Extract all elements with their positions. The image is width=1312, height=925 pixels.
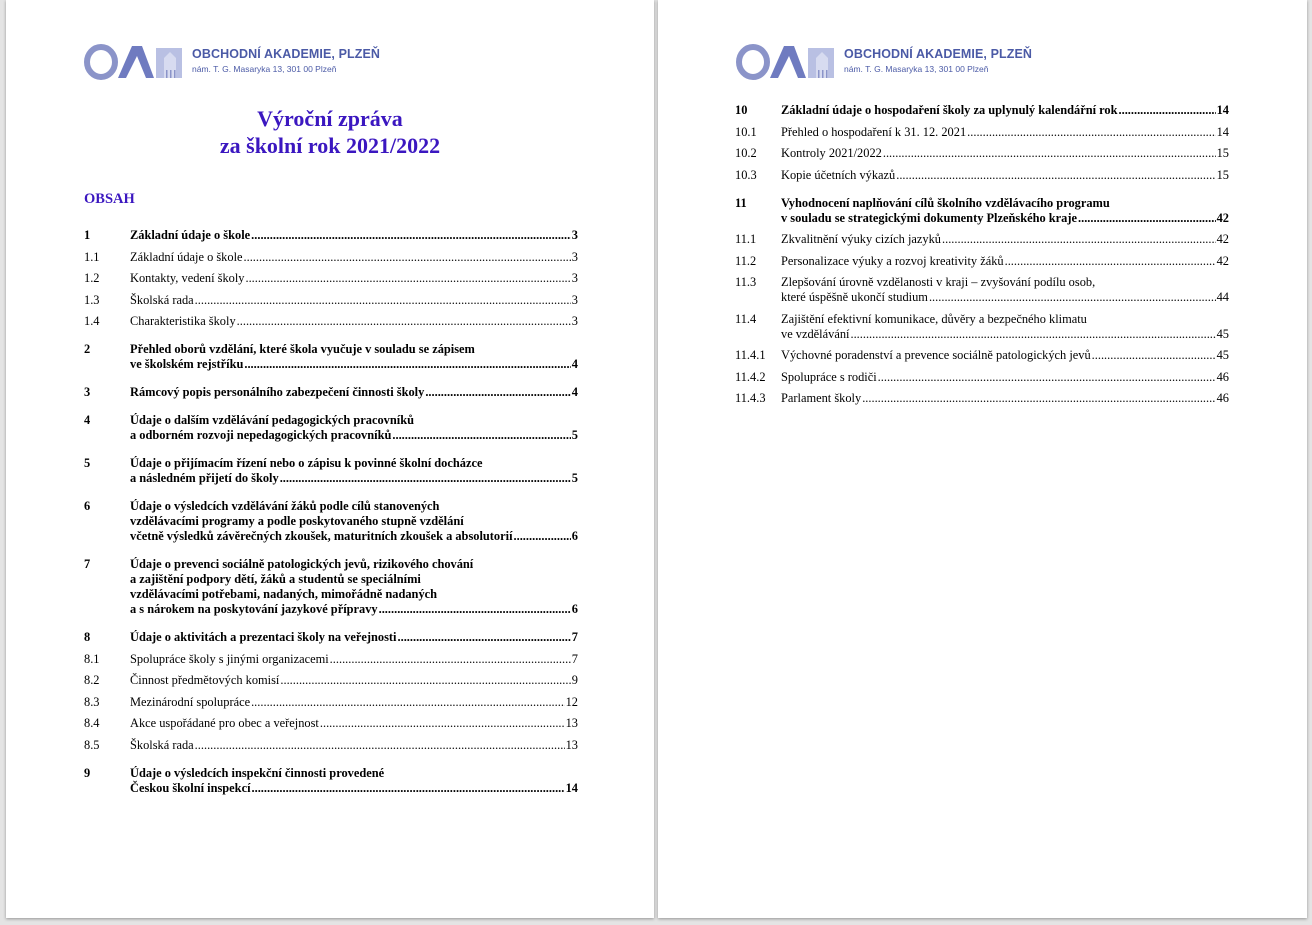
toc-entry-line (130, 529, 578, 544)
toc-entry-number: 1.1 (84, 249, 100, 264)
toc-entry-number: 11.2 (735, 253, 757, 268)
toc-entry-line (130, 385, 578, 400)
toc-entry-title: Údaje o výsledcích vzdělávání žáků podle cílů stanovených (130, 499, 440, 513)
toc-entry-number: 11.1 (735, 232, 757, 246)
toc-entry-number: 8.1 (84, 651, 100, 666)
school-name: OBCHODNÍ AKADEMIE, PLZEŇ (192, 47, 381, 61)
toc-entry-title: Českou školní inspekcí (130, 780, 251, 795)
toc-entry[interactable] (84, 557, 578, 617)
dot-leader (862, 391, 1215, 406)
toc-entry-line (130, 781, 578, 796)
dot-leader (883, 146, 1216, 161)
title-line: Výroční zpráva (257, 106, 403, 131)
toc-entry-line (130, 514, 578, 529)
toc-entry[interactable] (735, 146, 1229, 161)
toc-entry[interactable] (84, 630, 578, 645)
toc-entry-number: 2 (84, 342, 91, 356)
toc-page-number: 12 (565, 694, 578, 709)
toc-entry-line (781, 232, 1229, 247)
toc-page-number: 6 (571, 529, 578, 543)
toc-entry-line (130, 587, 578, 602)
dot-leader (398, 630, 571, 645)
toc-entry[interactable] (84, 695, 578, 710)
toc-page-number: 45 (1216, 326, 1229, 341)
toc-entry-line (130, 572, 578, 587)
toc-page-number: 42 (1216, 210, 1229, 225)
toc-entry-number: 1 (84, 228, 91, 242)
toc-entry-title: Školská rada (130, 737, 194, 752)
toc-entry-title: a zajištění podpory dětí, žáků a studentů se speciálními (130, 572, 421, 586)
toc-entry-title: ve školském rejstříku (130, 357, 244, 371)
toc-entry-line (130, 413, 578, 428)
toc-entry[interactable] (84, 499, 578, 544)
toc-entry-title: a s nárokem na poskytování jazykové přípravy (130, 602, 378, 616)
toc-entry-title: Údaje o výsledcích inspekční činnosti provedené (130, 765, 385, 780)
toc-entry-title: vzdělávacími programy a podle poskytovaného stupně vzdělání (130, 514, 464, 528)
document-page-1 (6, 0, 654, 918)
toc-page-number: 3 (571, 249, 578, 264)
dot-leader (878, 370, 1216, 385)
toc-page-number: 15 (1216, 167, 1229, 182)
toc-page-number: 45 (1216, 348, 1229, 362)
toc-entry-number: 11.4.1 (735, 348, 766, 362)
toc-entry-line (781, 370, 1229, 385)
dot-leader (896, 168, 1215, 183)
toc-page-number: 9 (571, 673, 578, 687)
toc-page-number: 14 (1216, 103, 1229, 117)
toc-entry-number: 11.4.3 (735, 391, 766, 405)
toc-entry[interactable] (735, 232, 1229, 247)
toc-entry[interactable] (84, 673, 578, 688)
toc-entry[interactable] (84, 413, 578, 443)
toc-entry-line (781, 391, 1229, 406)
toc-entry-title: Zkvalitnění výuky cizích jazyků (781, 232, 941, 246)
toc-entry-line (130, 557, 578, 572)
toc-page-number: 46 (1216, 391, 1229, 405)
toc-entry-line (130, 695, 578, 710)
toc-entry-title: a následném přijetí do školy (130, 471, 279, 485)
toc-heading: OBSAH (84, 191, 135, 207)
toc-entry-line (781, 196, 1229, 211)
toc-entry-title: Údaje o přijímacím řízení nebo o zápisu k povinné školní docházce (130, 456, 483, 470)
toc-entry-line (130, 471, 578, 486)
dot-leader (514, 529, 571, 544)
dot-leader (195, 293, 571, 308)
toc-entry-title: a odborném rozvoji nepedagogických pracovníků (130, 428, 392, 442)
toc-page-number: 5 (571, 428, 578, 442)
toc-page-number: 14 (1216, 124, 1229, 139)
toc-entry-title: Rámcový popis personálního zabezpečení činnosti školy (130, 385, 425, 399)
toc-entry-number: 10.2 (735, 146, 757, 160)
toc-entry[interactable] (84, 738, 578, 753)
toc-entry-line (130, 314, 578, 329)
dot-leader (942, 232, 1216, 247)
toc-entry-title: Kontakty, vedení školy (130, 271, 245, 285)
toc-entry-title: ve vzdělávání (781, 326, 850, 341)
toc-entry-title: Akce uspořádané pro obec a veřejnost (130, 716, 319, 730)
dot-leader (280, 673, 570, 688)
toc-page-number: 4 (571, 385, 578, 399)
toc-entry-title: Kopie účetních výkazů (781, 167, 896, 182)
dot-leader (320, 716, 565, 731)
toc-entry[interactable] (735, 391, 1229, 406)
toc-entry-title: vzdělávacími potřebami, nadaných, mimořádně nadaných (130, 587, 438, 601)
dot-leader (379, 602, 571, 617)
dot-leader (330, 652, 571, 667)
school-logo-icon (84, 44, 184, 80)
toc-entry-line (781, 254, 1229, 269)
toc-entry-number: 3 (84, 385, 91, 399)
toc-entry[interactable] (84, 228, 578, 243)
school-name: OBCHODNÍ AKADEMIE, PLZEŇ (844, 47, 1033, 61)
toc-entry[interactable] (735, 103, 1229, 118)
toc-entry[interactable] (84, 314, 578, 329)
toc-entry-title: Školská rada (130, 292, 194, 307)
toc-page-number: 13 (565, 737, 578, 752)
toc-entry-title: Přehled o hospodaření k 31. 12. 2021 (781, 124, 967, 139)
toc-entry[interactable] (84, 250, 578, 265)
toc-entry-title: Údaje o prevenci sociálně patologických jevů, rizikového chování (130, 557, 474, 571)
toc-entry-title: Spolupráce s rodiči (781, 369, 877, 384)
toc-entry-number: 8 (84, 630, 91, 644)
toc-entry[interactable] (84, 271, 578, 286)
toc-entry-line (130, 357, 578, 372)
toc-entry-title: Údaje o dalším vzdělávání pedagogických pracovníků (130, 413, 414, 427)
toc-entry-number: 8.2 (84, 673, 100, 687)
toc-page-number: 13 (565, 716, 578, 730)
toc-entry-line (130, 652, 578, 667)
dot-leader (929, 290, 1216, 305)
dot-leader (1078, 211, 1216, 226)
toc-page-number: 4 (571, 357, 578, 371)
toc-entry-title: Charakteristika školy (130, 314, 236, 328)
toc-entry-title: Údaje o aktivitách a prezentaci školy na veřejnosti (130, 630, 397, 644)
toc-entry[interactable] (84, 766, 578, 796)
toc-entry-line (130, 456, 578, 471)
toc-page-number: 5 (571, 471, 578, 485)
toc-page-number: 42 (1216, 232, 1229, 246)
toc-entry-line (130, 342, 578, 357)
toc-entry-line (130, 602, 578, 617)
toc-entry-title: Vyhodnocení naplňování cílů školního vzdělávacího programu (781, 195, 1110, 210)
toc-entry-number: 11.4.2 (735, 369, 766, 384)
dot-leader (244, 357, 570, 372)
toc-entry-line (130, 766, 578, 781)
school-header (84, 44, 380, 80)
dot-leader (1005, 254, 1216, 269)
toc-entry[interactable] (84, 293, 578, 308)
toc-entry-title: Parlament školy (781, 391, 862, 405)
toc-entry-number: 8.5 (84, 737, 100, 752)
toc-entry-line (130, 716, 578, 731)
document-title (6, 105, 654, 159)
dot-leader (251, 228, 571, 243)
toc-page-number: 44 (1216, 290, 1229, 304)
toc-entry-line (130, 630, 578, 645)
toc-entry-number: 5 (84, 456, 91, 470)
toc-entry-line (130, 428, 578, 443)
dot-leader (251, 695, 565, 710)
toc-page-number: 7 (571, 630, 578, 644)
toc-entry[interactable] (735, 196, 1229, 226)
toc-entry[interactable] (735, 254, 1229, 269)
school-header (736, 44, 1032, 80)
toc-entry-number: 10.1 (735, 124, 757, 139)
toc-entry[interactable] (84, 456, 578, 486)
toc-entry-number: 11.4 (735, 311, 757, 326)
table-of-contents (84, 228, 578, 796)
toc-entry-line (130, 250, 578, 265)
toc-entry-title: Mezinárodní spolupráce (130, 694, 251, 709)
toc-entry-line (130, 293, 578, 308)
toc-entry-title: Personalizace výuky a rozvoj kreativity žáků (781, 253, 1004, 268)
toc-entry[interactable] (735, 348, 1229, 363)
toc-entry-title: Zajištění efektivní komunikace, důvěry a bezpečného klimatu (781, 311, 1087, 326)
toc-entry[interactable] (735, 168, 1229, 183)
toc-entry-title: Přehled oborů vzdělání, které škola vyučuje v souladu se zápisem (130, 342, 475, 356)
toc-entry-line (130, 271, 578, 286)
toc-entry-title: v souladu se strategickými dokumenty Plzeňského kraje (781, 210, 1078, 225)
toc-page-number: 3 (571, 314, 578, 328)
toc-entry-line (130, 673, 578, 688)
school-logo-icon (736, 44, 836, 80)
toc-entry-line (130, 228, 578, 243)
toc-entry-line (781, 312, 1229, 327)
dot-leader (280, 471, 571, 486)
toc-entry-title: které úspěšně ukončí studium (781, 290, 928, 304)
toc-entry-number: 1.3 (84, 292, 100, 307)
dot-leader (850, 327, 1215, 342)
toc-page-number: 3 (571, 292, 578, 307)
dot-leader (244, 250, 571, 265)
toc-page-number: 7 (571, 651, 578, 666)
toc-entry[interactable] (735, 370, 1229, 385)
toc-page-number: 3 (571, 228, 578, 242)
toc-entry-title: Základní údaje o škole (130, 228, 251, 242)
toc-entry-number: 1.4 (84, 314, 100, 328)
toc-entry-number: 10.3 (735, 167, 757, 182)
toc-page-number: 3 (571, 271, 578, 285)
toc-entry-line (781, 125, 1229, 140)
toc-entry[interactable] (84, 385, 578, 400)
toc-page-number: 42 (1216, 253, 1229, 268)
toc-entry-number: 4 (84, 413, 91, 427)
toc-entry-line (781, 103, 1229, 118)
toc-entry-number: 10 (735, 103, 748, 117)
toc-entry[interactable] (735, 312, 1229, 342)
toc-entry-title: Kontroly 2021/2022 (781, 146, 882, 160)
toc-entry-number: 11 (735, 195, 747, 210)
toc-entry-line (781, 168, 1229, 183)
toc-entry-title: Spolupráce školy s jinými organizacemi (130, 651, 329, 666)
toc-entry[interactable] (84, 652, 578, 667)
dot-leader (195, 738, 565, 753)
toc-entry-line (781, 146, 1229, 161)
toc-entry-title: Zlepšování úrovně vzdělanosti v kraji – zvyšování podílu osob, (781, 275, 1096, 289)
school-address: nám. T. G. Masaryka 13, 301 00 Plzeň (844, 64, 989, 74)
toc-entry[interactable] (84, 716, 578, 731)
dot-leader (1119, 103, 1216, 118)
dot-leader (252, 781, 565, 796)
toc-page-number: 15 (1216, 146, 1229, 160)
toc-entry-title: Výchovné poradenství a prevence sociálně patologických jevů (781, 348, 1091, 362)
toc-entry-line (781, 290, 1229, 305)
toc-entry-number: 7 (84, 557, 91, 571)
toc-entry-number: 1.2 (84, 271, 100, 285)
toc-entry-number: 8.3 (84, 694, 100, 709)
toc-entry[interactable] (735, 125, 1229, 140)
toc-entry-title: Základní údaje o hospodaření školy za uplynulý kalendářní rok (781, 103, 1118, 117)
toc-page-number: 6 (571, 602, 578, 616)
toc-entry-title: včetně výsledků závěrečných zkoušek, maturitních zkoušek a absolutorií (130, 529, 513, 543)
dot-leader (1092, 348, 1216, 363)
dot-leader (245, 271, 570, 286)
toc-entry-line (130, 499, 578, 514)
toc-entry-line (130, 738, 578, 753)
toc-page-number: 14 (565, 780, 578, 795)
toc-entry-line (781, 275, 1229, 290)
document-page-2 (658, 0, 1307, 918)
toc-entry-number: 6 (84, 499, 91, 513)
toc-entry-title: Činnost předmětových komisí (130, 673, 280, 687)
toc-entry-line (781, 211, 1229, 226)
toc-entry[interactable] (84, 342, 578, 372)
dot-leader (392, 428, 570, 443)
toc-entry-line (781, 327, 1229, 342)
toc-entry-title: Základní údaje o škole (130, 249, 243, 264)
toc-entry-line (781, 348, 1229, 363)
school-address: nám. T. G. Masaryka 13, 301 00 Plzeň (192, 64, 337, 74)
toc-entry-number: 11.3 (735, 275, 757, 289)
dot-leader (967, 125, 1215, 140)
title-line: za školní rok 2021/2022 (219, 133, 441, 158)
toc-entry[interactable] (735, 275, 1229, 305)
toc-page-number: 46 (1216, 369, 1229, 384)
dot-leader (237, 314, 571, 329)
dot-leader (425, 385, 570, 400)
table-of-contents-continued (735, 103, 1229, 406)
toc-entry-number: 8.4 (84, 716, 100, 730)
toc-entry-number: 9 (84, 765, 91, 780)
